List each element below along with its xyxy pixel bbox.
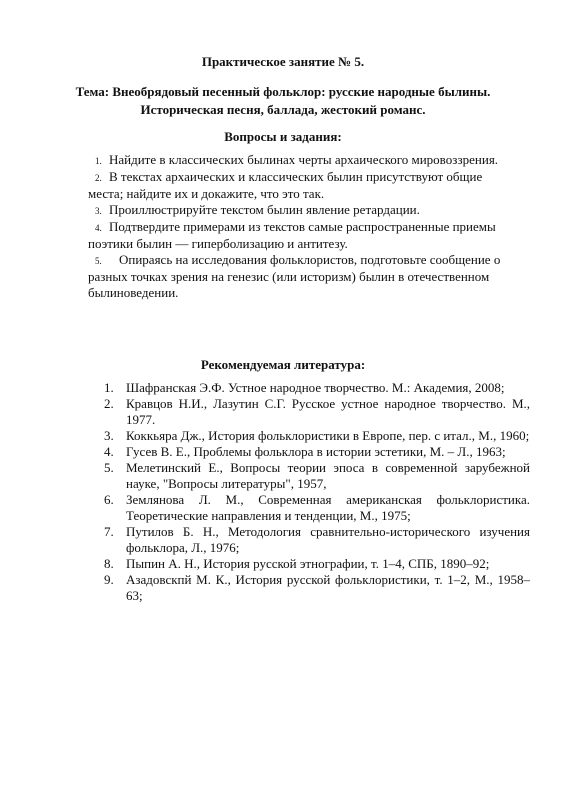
literature-item	[104, 460, 530, 492]
task-number: 5.	[95, 256, 102, 266]
task-text: Проиллюстрируйте текстом былин явление ретардации.	[109, 202, 420, 217]
questions-heading: Вопросы и задания:	[224, 129, 342, 144]
literature-text: Азадовскпй М. К., История русской фольклористики, т. 1–2, М., 1958–63;	[126, 572, 530, 603]
literature-text: Кравцов Н.И., Лазутин С.Г. Русское устное народное творчество. М., 1977.	[126, 396, 530, 427]
literature-number: 2.	[104, 396, 114, 411]
task-item	[88, 219, 508, 252]
literature-text: Путилов Б. Н., Методология сравнительно-исторического изучения фольклора, Л., 1976;	[126, 524, 530, 555]
literature-text: Гусев В. Е., Проблемы фольклора в истории эстетики, М. – Л., 1963;	[126, 444, 506, 459]
literature-number: 8.	[104, 556, 114, 571]
literature-text: Землянова Л. М., Современная американская фольклористика. Теоретические направления и тенденции, М., 1975;	[126, 492, 530, 523]
literature-number: 1.	[104, 380, 114, 395]
literature-text: Шафранская Э.Ф. Устное народное творчество. М.: Академия, 2008;	[126, 380, 505, 395]
task-item	[88, 152, 508, 169]
literature-heading: Рекомендуемая литература:	[200, 357, 366, 372]
task-number: 2.	[95, 173, 102, 183]
literature-list	[104, 380, 530, 604]
task-item	[88, 202, 508, 219]
literature-item	[104, 492, 530, 524]
task-text: В текстах архаических и классических былин присутствуют общие места; найдите их и докажите, что это так.	[88, 169, 483, 201]
task-number: 1.	[95, 156, 102, 166]
tasks-list	[88, 152, 508, 301]
task-item	[88, 252, 508, 301]
task-number: 4.	[95, 223, 102, 233]
literature-text: Коккьяра Дж., История фольклористики в Европе, пер. с итал., М., 1960;	[126, 428, 530, 443]
task-number: 3.	[95, 206, 102, 216]
literature-item	[104, 396, 530, 428]
literature-number: 6.	[104, 492, 114, 507]
literature-item	[104, 380, 530, 396]
literature-number: 7.	[104, 524, 114, 539]
literature-text: Мелетинский Е., Вопросы теории эпоса в современной зарубежной науке, "Вопросы литературы", 1957,	[126, 460, 530, 491]
topic-line-1: Тема: Внеобрядовый песенный фольклор: русские народные былины.	[75, 84, 491, 99]
literature-number: 4.	[104, 444, 114, 459]
task-text: Опираясь на исследования фольклористов, подготовьте сообщение о разных точках зрения на генезис (или историзм) былин в отечественном былиноведении.	[88, 252, 501, 300]
literature-item	[104, 572, 530, 604]
literature-item	[104, 428, 530, 444]
literature-item	[104, 524, 530, 556]
literature-number: 3.	[104, 428, 114, 443]
task-text: Подтвердите примерами из текстов самые распространенные приемы поэтики былин — гиперболизацию и антитезу.	[88, 219, 496, 251]
page-title: Практическое занятие № 5.	[201, 54, 365, 69]
literature-number: 5.	[104, 460, 114, 475]
task-item	[88, 169, 508, 202]
literature-text: Пыпин А. Н., История русской этнографии, т. 1–4, СПБ, 1890–92;	[126, 556, 490, 571]
topic-line-2: Историческая песня, баллада, жестокий романс.	[140, 102, 426, 117]
task-text: Найдите в классических былинах черты архаического мировоззрения.	[109, 152, 499, 167]
literature-item	[104, 556, 530, 572]
literature-item	[104, 444, 530, 460]
literature-number: 9.	[104, 572, 114, 587]
